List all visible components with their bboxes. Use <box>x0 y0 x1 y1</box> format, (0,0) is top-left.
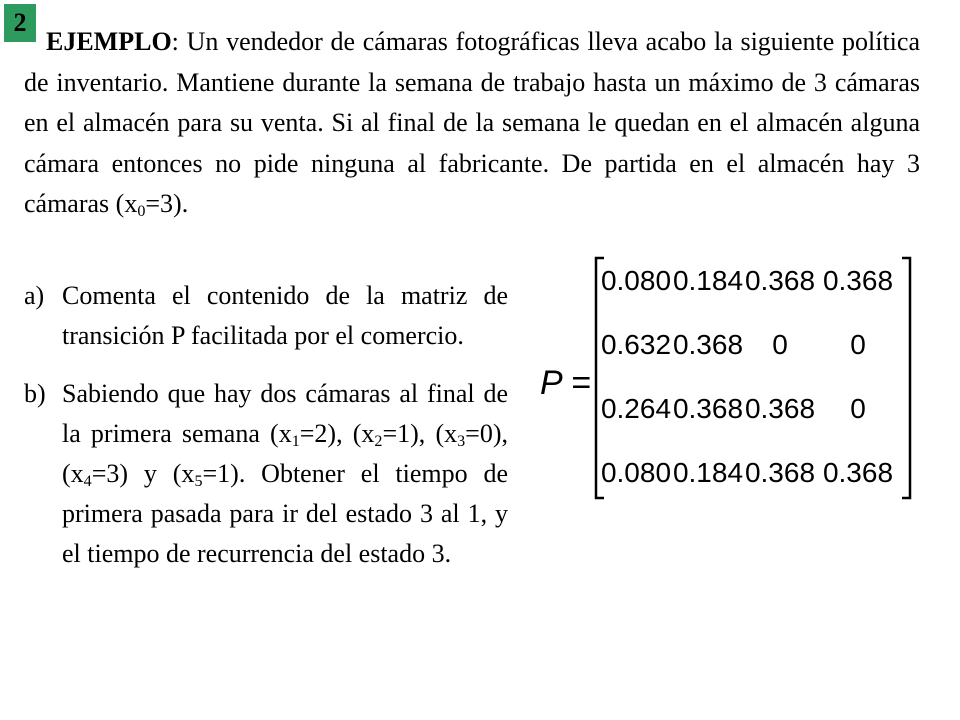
matrix-cell: 0.368 <box>672 329 744 360</box>
subscript-4: 4 <box>83 473 92 491</box>
question-a-marker: a) <box>24 281 45 310</box>
matrix-cell: 0 <box>772 329 788 360</box>
question-b-marker: b) <box>24 379 46 408</box>
matrix-cell: 0.368 <box>672 393 744 424</box>
matrix-cell: 0.080 <box>600 265 672 296</box>
subscript-2: 2 <box>374 433 383 451</box>
question-b-part4: =0), (x <box>62 419 508 488</box>
matrix-cell: 0.080 <box>600 457 672 488</box>
matrix-cell: 0.184 <box>672 457 744 488</box>
subscript-1: 1 <box>291 433 300 451</box>
question-b-part5: =3) y (x <box>91 459 195 488</box>
question-b-text <box>62 374 508 574</box>
example-label: EJEMPLO <box>46 27 172 56</box>
matrix-cell: 0 <box>850 393 866 424</box>
question-a-text: Comenta el contenido de la matriz de transición P facilitada por el comercio. <box>62 281 508 350</box>
matrix-cell: 0.368 <box>822 457 894 488</box>
subscript-0: 0 <box>137 203 146 221</box>
subscript-5: 5 <box>194 473 203 491</box>
subscript-3: 3 <box>457 433 466 451</box>
transition-matrix <box>538 248 918 508</box>
example-paragraph <box>24 22 920 225</box>
right-bracket <box>902 258 910 498</box>
question-b-part2: =2), (x <box>299 419 375 448</box>
question-b <box>24 374 508 574</box>
example-colon: : <box>171 27 179 56</box>
question-list <box>24 276 508 592</box>
question-b-part3: =1), (x <box>382 419 458 448</box>
question-b-part1: Sabiendo que hay dos cámaras al final de la primera semana (x <box>62 379 508 448</box>
matrix-cell: 0.264 <box>600 393 672 424</box>
slide-number-badge: 2 <box>4 4 36 42</box>
example-text: Un vendedor de cámaras fotográficas lleva acabo la siguiente política de inventario. Mantiene durante la semana de trabajo hasta un máximo de 3 cámaras en el almacén para su venta. Si al final de la semana le quedan en el almacén alguna cámara entonces no pide ninguna al fabricante. De partida en el almacén hay 3 cámaras (x <box>24 27 920 218</box>
matrix-cell: 0 <box>850 329 866 360</box>
matrix-cell: 0.368 <box>744 457 816 488</box>
question-a <box>24 276 508 356</box>
matrix-cell: 0.368 <box>744 393 816 424</box>
example-tail: =3). <box>145 189 189 218</box>
question-b-part6: =1). Obtener el tiempo de primera pasada para ir del estado 3 al 1, y el tiempo de recurrencia del estado 3. <box>62 459 509 568</box>
matrix-cell: 0.632 <box>600 329 672 360</box>
matrix-cells <box>601 265 893 488</box>
matrix-cell: 0.184 <box>672 265 744 296</box>
matrix-cell: 0.368 <box>822 265 894 296</box>
matrix-cell: 0.368 <box>744 265 816 296</box>
matrix-label: P = <box>540 364 591 402</box>
